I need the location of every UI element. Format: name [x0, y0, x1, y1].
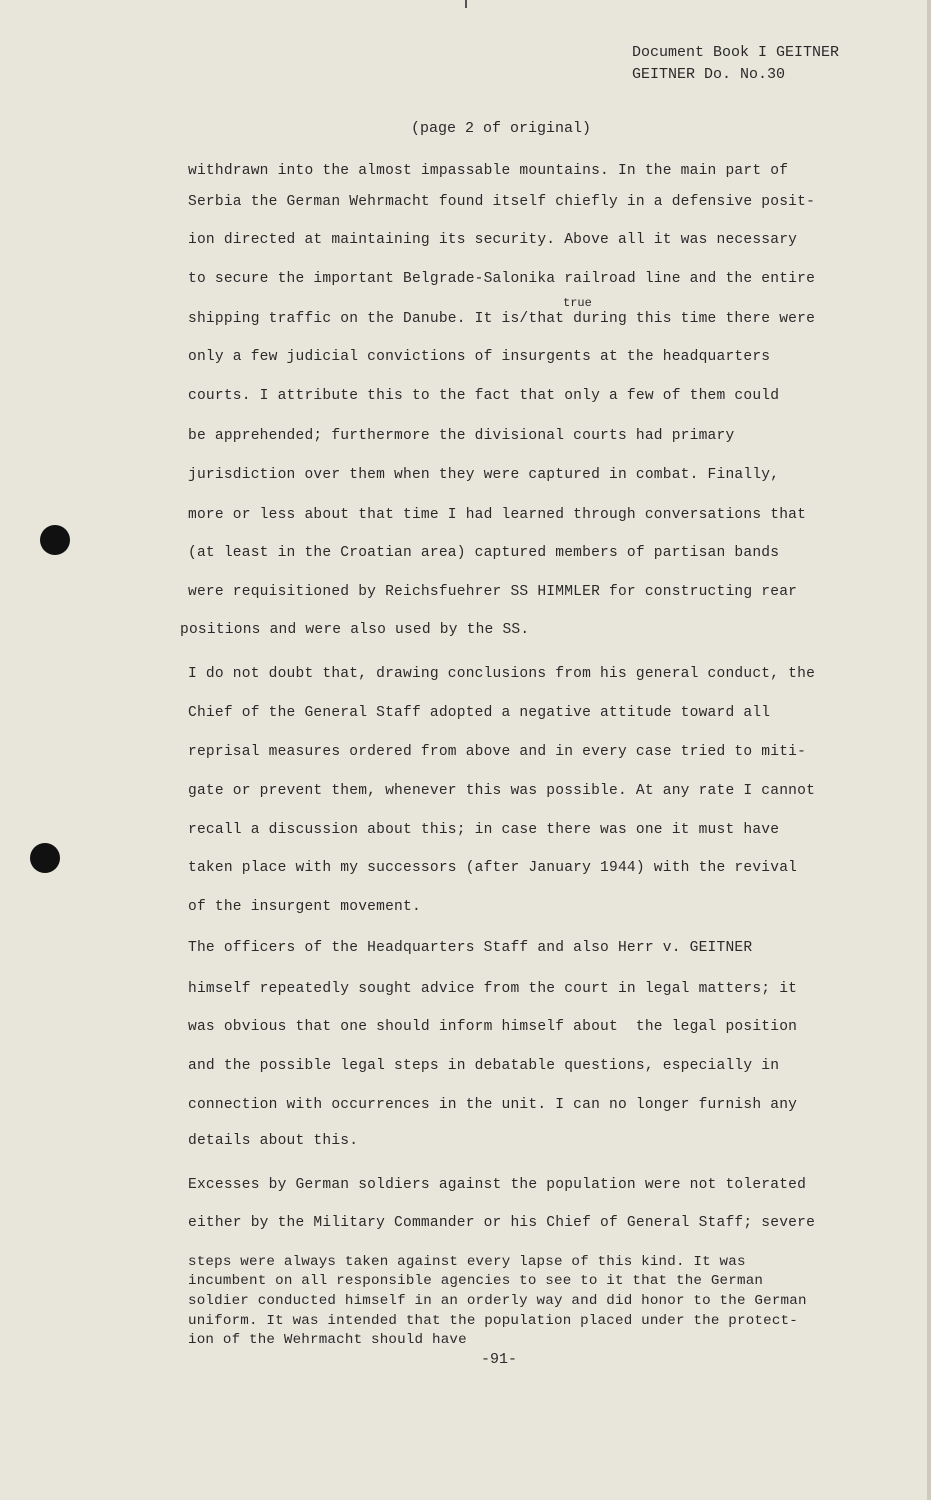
- body-line: and the possible legal steps in debatable questions, especially in: [188, 1058, 780, 1074]
- page-note: (page 2 of original): [411, 120, 592, 137]
- page-number: -91-: [481, 1351, 518, 1368]
- body-line: incumbent on all responsible agencies to see to it that the German: [188, 1273, 764, 1289]
- body-line: recall a discussion about this; in case there was one it must have: [188, 822, 780, 838]
- body-line: positions and were also used by the SS.: [180, 622, 530, 638]
- body-line: ion of the Wehrmacht should have: [188, 1332, 467, 1348]
- document-book-label: Document Book I GEITNER: [632, 44, 840, 61]
- document-header: [632, 42, 839, 86]
- body-line: taken place with my successors (after January 1944) with the revival: [188, 860, 798, 876]
- body-line: connection with occurrences in the unit. I can no longer furnish any: [188, 1097, 798, 1113]
- body-line: shipping traffic on the Danube. It is/that during this time there were: [188, 311, 816, 327]
- body-line: of the insurgent movement.: [188, 899, 421, 915]
- document-number-label: GEITNER Do. No.30: [632, 66, 786, 83]
- body-line: ion directed at maintaining its security. Above all it was necessary: [188, 232, 798, 248]
- body-line: only a few judicial convictions of insurgents at the headquarters: [188, 349, 771, 365]
- body-line: details about this.: [188, 1133, 359, 1149]
- punch-hole: [30, 843, 60, 873]
- interlinear-insertion: true: [563, 296, 592, 310]
- body-line: Chief of the General Staff adopted a negative attitude toward all: [188, 705, 771, 721]
- punch-hole: [40, 525, 70, 555]
- body-line: Serbia the German Wehrmacht found itself chiefly in a defensive posit-: [188, 194, 816, 210]
- body-line: I do not doubt that, drawing conclusions from his general conduct, the: [188, 666, 816, 682]
- body-line: steps were always taken against every lapse of this kind. It was: [188, 1254, 746, 1270]
- body-line: be apprehended; furthermore the divisional courts had primary: [188, 428, 735, 444]
- body-line: was obvious that one should inform himself about the legal position: [188, 1019, 798, 1035]
- body-line: soldier conducted himself in an orderly way and did honor to the German: [188, 1293, 807, 1309]
- body-line: either by the Military Commander or his Chief of General Staff; severe: [188, 1215, 816, 1231]
- body-line: to secure the important Belgrade-Salonika railroad line and the entire: [188, 271, 816, 287]
- top-edge-mark: [465, 0, 467, 8]
- body-line: uniform. It was intended that the population placed under the protect-: [188, 1313, 798, 1329]
- body-line: courts. I attribute this to the fact that only a few of them could: [188, 388, 780, 404]
- body-line: himself repeatedly sought advice from the court in legal matters; it: [188, 981, 798, 997]
- body-line: The officers of the Headquarters Staff and also Herr v. GEITNER: [188, 940, 753, 956]
- body-line: withdrawn into the almost impassable mountains. In the main part of: [188, 163, 789, 179]
- body-line: reprisal measures ordered from above and in every case tried to miti-: [188, 744, 807, 760]
- page-edge: [927, 0, 931, 1500]
- body-line: jurisdiction over them when they were captured in combat. Finally,: [188, 467, 780, 483]
- body-line: gate or prevent them, whenever this was possible. At any rate I cannot: [188, 783, 816, 799]
- body-line: more or less about that time I had learned through conversations that: [188, 507, 807, 523]
- body-line: Excesses by German soldiers against the population were not tolerated: [188, 1177, 807, 1193]
- body-line: (at least in the Croatian area) captured members of partisan bands: [188, 545, 780, 561]
- body-line: were requisitioned by Reichsfuehrer SS HIMMLER for constructing rear: [188, 584, 798, 600]
